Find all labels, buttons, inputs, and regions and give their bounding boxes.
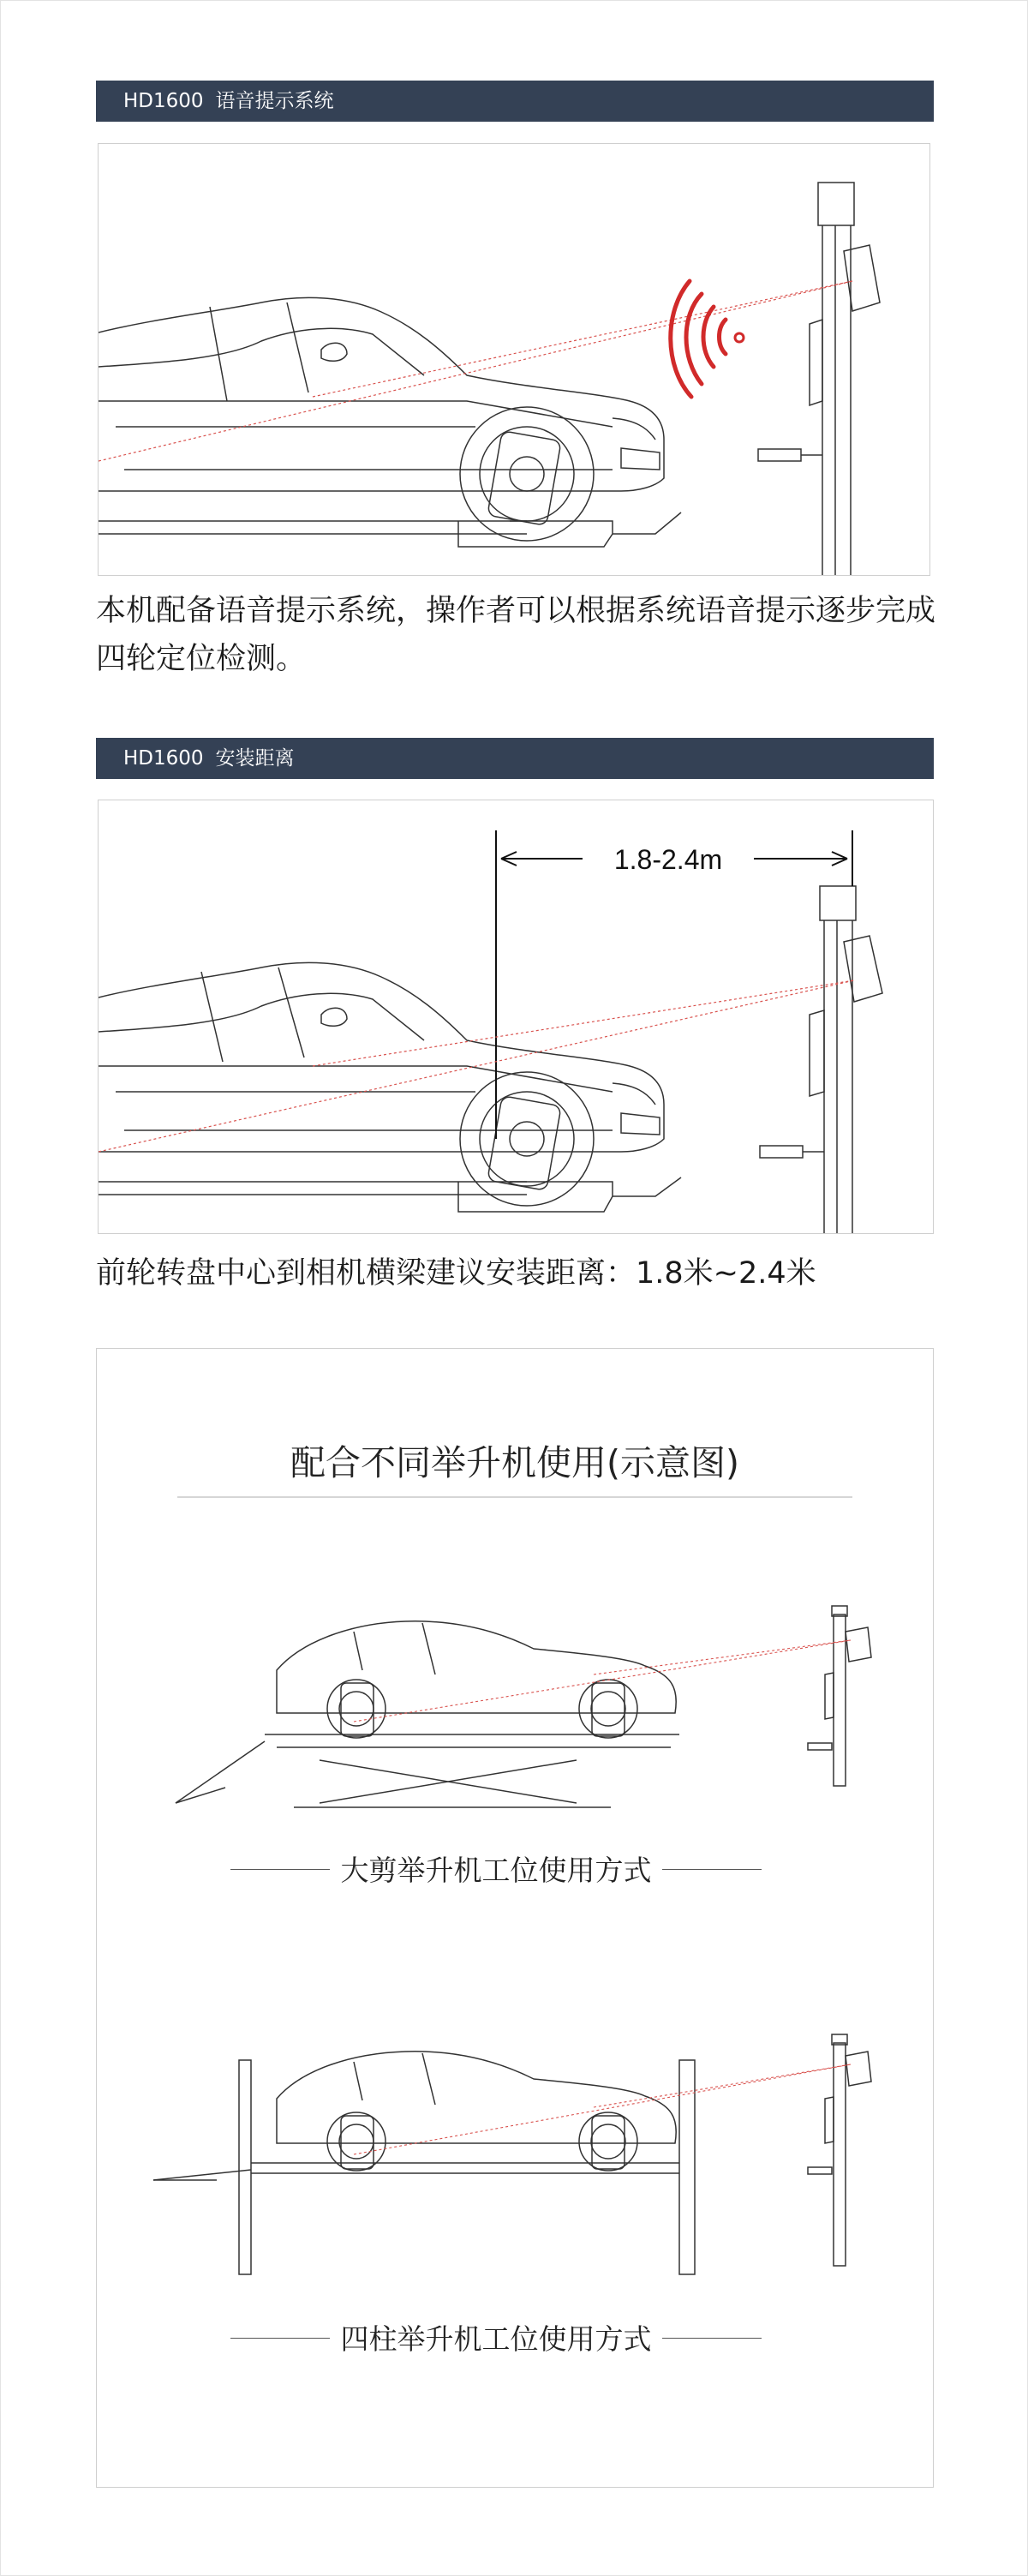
lift-heading: 配合不同举升机使用(示意图)	[290, 1442, 739, 1483]
section-title: 语音提示系统	[215, 90, 334, 112]
distance-label: 1.8-2.4m	[613, 844, 723, 875]
voice-caption	[96, 587, 935, 683]
four-post-lift-drawing	[97, 2026, 933, 2291]
distance-caption	[96, 1249, 816, 1297]
scissor-lift-label: 大剪举升机工位使用方式	[222, 1848, 770, 1889]
section-header-voice	[96, 81, 934, 122]
caption-line: 前轮转盘中心到相机横梁建议安装距离：1.8米~2.4米	[96, 1256, 816, 1291]
heading-divider	[177, 1496, 852, 1498]
section-title: 安装距离	[215, 747, 295, 770]
distance-drawing	[99, 800, 933, 1233]
caption-line: 四轮定位检测。	[96, 642, 307, 676]
four-post-lift-label: 四柱举升机工位使用方式	[222, 2317, 770, 2357]
scissor-lift-drawing	[97, 1537, 933, 1846]
section-model: HD1600	[123, 90, 204, 112]
voice-drawing	[99, 144, 929, 575]
distance-illustration	[98, 800, 934, 1234]
section-header-distance	[96, 738, 934, 779]
lift-compatibility-box	[96, 1348, 934, 2488]
voice-illustration	[98, 143, 930, 576]
caption-line: 本机配备语音提示系统，操作者可以根据系统语音提示逐步完成	[96, 594, 936, 628]
section-model: HD1600	[123, 747, 204, 770]
